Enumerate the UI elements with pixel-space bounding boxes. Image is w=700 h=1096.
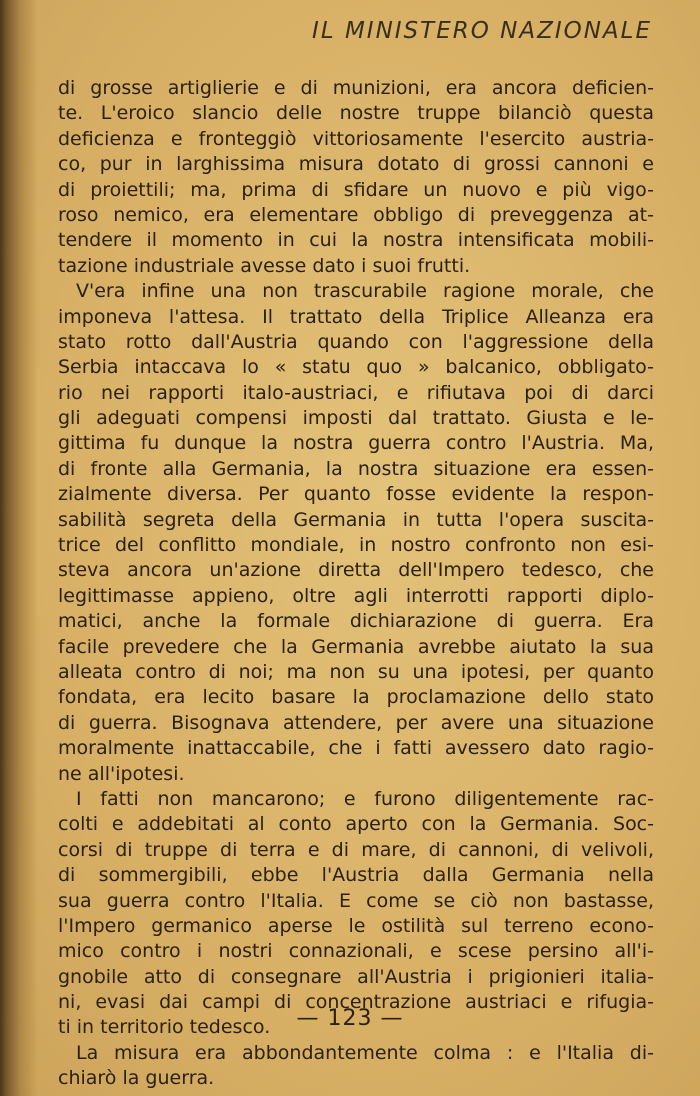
text-line: tazione industriale avesse dato i suoi frutti. — [58, 254, 471, 277]
text-line: l'Impero germanico aperse le ostilità sul terreno econo- — [58, 914, 654, 937]
text-line: di grosse artiglierie e di munizioni, era ancora deficien- — [58, 77, 654, 99]
text-line: tendere il momento in cui la nostra intensificata mobili- — [58, 229, 654, 252]
text-line: La misura era abbondantemente colma : e l'Italia di- — [76, 1041, 654, 1064]
text-line: imponeva l'attesa. Il trattato della Triplice Alleanza era — [58, 305, 654, 328]
text-line: te. L'eroico slancio delle nostre truppe bilanciò questa — [58, 102, 654, 125]
running-head: IL MINISTERO NAZIONALE — [312, 18, 652, 44]
text-line: gli adeguati compensi imposti dal trattato. Giusta e le- — [58, 407, 654, 430]
text-line: co, pur in larghissima misura dotato di grossi cannoni e — [58, 153, 654, 176]
text-line: rio nei rapporti italo-austriaci, e rifiutava poi di darci — [58, 381, 654, 404]
text-line: di fronte alla Germania, la nostra situazione era essen- — [58, 457, 654, 480]
text-line: chiarò la guerra. — [58, 1067, 215, 1090]
text-line: di sommergibili, ebbe l'Austria dalla Germania nella — [58, 864, 654, 887]
text-line: fondata, era lecito basare la proclamazione dello stato — [58, 686, 654, 709]
text-line: di guerra. Bisognava attendere, per avere una situazione — [58, 711, 654, 734]
text-line: ti in territorio tedesco. — [58, 1016, 271, 1039]
text-line: steva ancora un'azione diretta dell'Impero tedesco, che — [58, 559, 654, 582]
text-line: di proiettili; ma, prima di sfidare un nuovo e più vigo- — [58, 178, 654, 201]
text-line: deficienza e fronteggiò vittoriosamente l'esercito austria- — [58, 127, 654, 150]
body-text — [58, 76, 654, 1092]
text-line: alleata contro di noi; ma non su una ipotesi, per quanto — [58, 660, 654, 683]
text-line: matici, anche la formale dichiarazione di guerra. Era — [58, 610, 654, 633]
text-line: V'era infine una non trascurabile ragione morale, che — [76, 280, 654, 303]
text-line: roso nemico, era elementare obbligo di preveggenza at- — [58, 203, 654, 226]
text-line: I fatti non mancarono; e furono diligentemente rac- — [76, 787, 654, 810]
text-line: ne all'ipotesi. — [58, 762, 185, 785]
text-line: gittima fu dunque la nostra guerra contro l'Austria. Ma, — [58, 432, 654, 455]
text-line: trice del conflitto mondiale, in nostro confronto non esi- — [58, 534, 654, 557]
binding-shadow — [0, 0, 38, 1096]
text-line: legittimasse appieno, oltre agli interrotti rapporti diplo- — [58, 584, 654, 607]
text-line: gnobile atto di consegnare all'Austria i prigionieri italia- — [58, 965, 654, 988]
text-line: moralmente inattaccabile, che i fatti avessero dato ragio- — [58, 737, 654, 760]
text-line: sua guerra contro l'Italia. E come se ciò non bastasse, — [58, 889, 654, 912]
text-line: ni, evasi dai campi di concentrazione austriaci e rifugia- — [58, 991, 654, 1014]
text-line: sabilità segreta della Germania in tutta l'opera suscita- — [58, 508, 654, 531]
text-line: mico contro i nostri connazionali, e scese persino all'i- — [58, 940, 654, 963]
text-line: colti e addebitati al conto aperto con la Germania. Soc- — [58, 813, 654, 836]
text-line: stato rotto dall'Austria quando con l'aggressione della — [58, 330, 654, 353]
text-line: facile prevedere che la Germania avrebbe aiutato la sua — [58, 635, 654, 658]
text-line: zialmente diversa. Per quanto fosse evidente la respon- — [58, 483, 654, 506]
page-number: — 123 — — [296, 1006, 404, 1031]
text-line: Serbia intaccava lo « statu quo » balcanico, obbligato- — [58, 356, 654, 379]
text-line: corsi di truppe di terra e di mare, di cannoni, di velivoli, — [58, 838, 654, 861]
